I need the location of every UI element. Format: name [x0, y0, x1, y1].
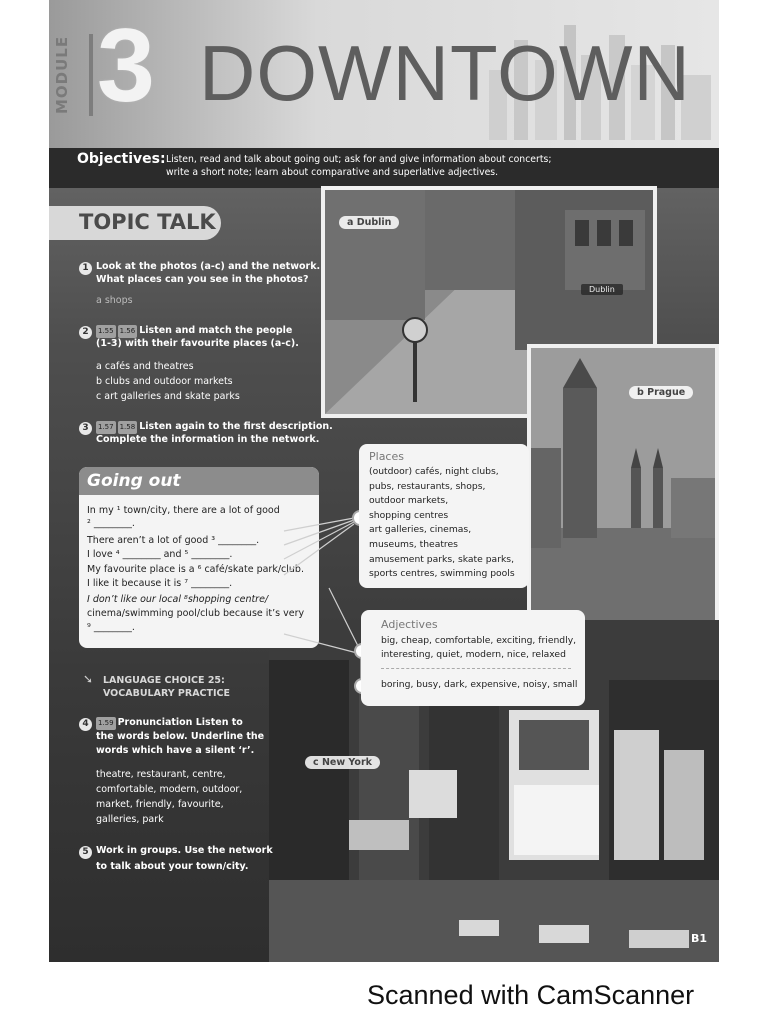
places-box [359, 444, 529, 588]
question-2-option-a: a cafés and theatres [96, 361, 194, 372]
adjectives-divider [381, 668, 571, 669]
question-1-line-1: Look at the photos (a-c) and the network. [96, 261, 321, 272]
audio-track-1-56[interactable]: 1.56 [118, 325, 138, 338]
module-divider [89, 34, 93, 116]
question-2-option-c: c art galleries and skate parks [96, 391, 240, 402]
adjectives-positive-line-1: big, cheap, comfortable, exciting, friendly, [381, 635, 577, 646]
question-4-line-1: 1.59 Pronunciation Listen to [98, 717, 243, 728]
question-3-line-1: 1.57 1.58 Listen again to the first description. [98, 421, 333, 432]
audio-track-1-58[interactable]: 1.58 [118, 421, 138, 434]
module-number: 3 [97, 8, 155, 124]
topic-talk-heading: TOPIC TALK [79, 210, 216, 234]
places-line-4: shopping centres [369, 509, 449, 521]
going-out-box [79, 467, 319, 648]
question-4-words-line-1: theatre, restaurant, centre, [96, 769, 226, 780]
objectives-heading: Objectives: [77, 151, 166, 167]
module-label: MODULE [53, 35, 71, 115]
audio-track-1-57[interactable]: 1.57 [96, 421, 116, 434]
photo-prague [527, 344, 719, 642]
question-2-number: 2 [79, 326, 92, 339]
going-out-title: Going out [87, 471, 181, 491]
question-2-option-b: b clubs and outdoor markets [96, 376, 233, 387]
question-2-line-2: (1-3) with their favourite places (a-c). [96, 338, 299, 349]
objectives-text-line-1: Listen, read and talk about going out; ask for and give information about concerts; [166, 154, 552, 165]
question-4-words-line-3: market, friendly, favourite, [96, 799, 224, 810]
question-5-line-1: Work in groups. Use the network [96, 845, 273, 856]
photo-label-prague: b Prague [629, 386, 693, 399]
camscanner-watermark: Scanned with CamScanner [367, 980, 695, 1010]
going-out-line-3: There aren’t a lot of good ³ ________. [87, 535, 260, 546]
question-1-example-answer: a shops [96, 295, 133, 306]
going-out-line-2: ² ________. [87, 518, 135, 529]
adjectives-negative-line: boring, busy, dark, expensive, noisy, small [381, 679, 578, 690]
question-3-line-2: Complete the information in the network. [96, 434, 320, 445]
places-heading: Places [369, 450, 404, 463]
going-out-line-8: cinema/swimming pool/club because it’s very [87, 608, 305, 619]
question-4-line-3: words which have a silent ‘r’. [96, 745, 255, 756]
places-line-2: pubs, restaurants, shops, [369, 480, 486, 492]
audio-track-1-59[interactable]: 1.59 [96, 717, 116, 730]
question-4-number: 4 [79, 718, 92, 731]
going-out-line-7: I don’t like our local ⁸shopping centre/ [87, 594, 269, 605]
textbook-page [49, 0, 719, 962]
question-5-number: 5 [79, 846, 92, 859]
arrow-icon: ➘ [83, 672, 94, 686]
going-out-line-1: In my ¹ town/city, there are a lot of good [87, 505, 280, 516]
photo-label-dublin: a Dublin [339, 216, 399, 229]
question-3-number: 3 [79, 422, 92, 435]
photo-label-new-york: c New York [305, 756, 380, 769]
question-4-words-line-2: comfortable, modern, outdoor, [96, 784, 243, 795]
question-4-line-2: the words below. Underline the [96, 731, 265, 742]
places-line-6: museums, theatres [369, 538, 458, 550]
adjectives-positive-line-2: interesting, quiet, modern, nice, relaxed [381, 649, 566, 660]
question-2-line-1: 1.55 1.56 Listen and match the people [98, 325, 293, 336]
places-line-5: art galleries, cinemas, [369, 524, 472, 536]
dublin-shop-sign: Dublin [581, 284, 623, 295]
going-out-line-9: ⁹ ________. [87, 622, 135, 633]
page-number: B1 [691, 932, 708, 945]
going-out-line-4: I love ⁴ ________ and ⁵ ________. [87, 549, 233, 560]
adjectives-heading: Adjectives [381, 618, 438, 631]
adjectives-box [361, 610, 585, 706]
language-choice-line-1[interactable]: LANGUAGE CHOICE 25: [103, 675, 225, 686]
places-line-7: amusement parks, skate parks, [369, 553, 514, 565]
question-5-line-2: to talk about your town/city. [96, 861, 249, 872]
places-line-1: (outdoor) cafés, night clubs, [369, 466, 499, 477]
places-line-3: outdoor markets, [369, 495, 449, 507]
language-choice-line-2[interactable]: VOCABULARY PRACTICE [103, 688, 231, 699]
going-out-line-5: My favourite place is a ⁶ café/skate park/club. [87, 564, 304, 575]
objectives-text-line-2: write a short note; learn about comparative and superlative adjectives. [166, 167, 499, 178]
places-line-8: sports centres, swimming pools [369, 568, 515, 580]
question-1-line-2: What places can you see in the photos? [96, 274, 309, 285]
audio-track-1-55[interactable]: 1.55 [96, 325, 116, 338]
module-banner [49, 0, 719, 148]
going-out-line-6: I like it because it is ⁷ ________. [87, 578, 233, 589]
question-4-words-line-4: galleries, park [96, 814, 164, 825]
page-title: DOWNTOWN [199, 29, 691, 117]
question-1-number: 1 [79, 262, 92, 275]
